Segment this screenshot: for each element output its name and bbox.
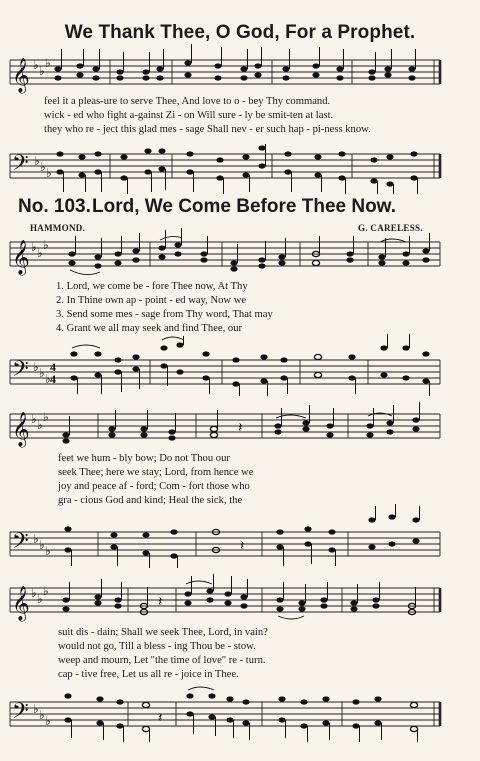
system1-verse-1: 1. Lord, we come be - fore Thee now, At Thy xyxy=(56,281,248,292)
previous-hymn-lyric-line-1: feel it a pleas-ure to serve Thee, And love to o - bey Thy command. xyxy=(44,96,331,107)
svg-text:♭: ♭ xyxy=(31,240,37,254)
svg-text:♭: ♭ xyxy=(31,412,37,426)
rest-mark: 𝄽 xyxy=(158,595,163,610)
system3-verse-3: weep and mourn, Let "the time of love" re - turn. xyxy=(58,655,266,666)
previous-hymn-title: We Thank Thee, O God, For a Prophet. xyxy=(64,22,416,43)
system3-verse-1: suit dis - dain; Shall we seek Thee, Lord, in vain? xyxy=(58,627,268,638)
svg-text:♭: ♭ xyxy=(43,584,49,598)
system2-verse-2: seek Thee; here we stay; Lord, from hence we xyxy=(58,467,254,478)
svg-text:♭: ♭ xyxy=(39,538,45,552)
previous-hymn-lyric-line-3: they who re - ject this glad mes - sage Shall nev - er such hap - pi-ness know. xyxy=(44,124,371,135)
svg-text:♭: ♭ xyxy=(46,166,52,180)
svg-text:♭: ♭ xyxy=(39,64,45,78)
svg-text:♭: ♭ xyxy=(40,160,46,174)
rest-mark: 𝄽 xyxy=(238,421,243,436)
previous-hymn-bass-staff xyxy=(0,148,480,194)
svg-text:♭: ♭ xyxy=(33,532,39,546)
svg-text:𝄞: 𝄞 xyxy=(12,240,30,275)
system2-bass-staff xyxy=(0,518,480,568)
system2-verse-3: joy and peace af - ford; Com - fort those who xyxy=(58,481,250,492)
hymn-title: Lord, We Come Before Thee Now. xyxy=(92,196,397,217)
svg-text:𝄞: 𝄞 xyxy=(12,58,30,93)
svg-text:𝄢: 𝄢 xyxy=(12,529,29,559)
system3-verse-4: cap - tive free, Let us all re - joice in Thee. xyxy=(58,669,239,680)
svg-text:♭: ♭ xyxy=(45,544,51,558)
svg-text:♭: ♭ xyxy=(31,586,37,600)
system2-treble-staff xyxy=(0,408,480,454)
svg-text:𝄢: 𝄢 xyxy=(12,357,29,387)
svg-text:4: 4 xyxy=(50,360,56,374)
svg-text:𝄢: 𝄢 xyxy=(12,699,29,729)
composer-credit: HAMMOND. xyxy=(30,223,86,233)
system2-verse-4: gra - cious God and kind; Heal the sick, the xyxy=(58,495,243,506)
svg-text:♭: ♭ xyxy=(45,372,51,386)
svg-text:𝄞: 𝄞 xyxy=(12,412,30,447)
system1-verse-3: 3. Send some mes - sage from Thy word, That may xyxy=(56,309,273,320)
svg-text:♭: ♭ xyxy=(37,418,43,432)
system1-bass-staff xyxy=(0,346,480,396)
previous-hymn-lyric-line-2: wick - ed who fight a-gainst Zi - on Will sure - ly be smit-ten at last. xyxy=(44,110,334,121)
svg-text:♭: ♭ xyxy=(43,238,49,252)
svg-text:♭: ♭ xyxy=(33,702,39,716)
hymn-number: No. 103. xyxy=(18,196,91,217)
svg-text:♭: ♭ xyxy=(45,56,51,70)
svg-text:♭: ♭ xyxy=(39,366,45,380)
author-credit: G. CARELESS. xyxy=(358,223,423,233)
system3-bass-staff xyxy=(0,692,480,742)
svg-text:4: 4 xyxy=(50,372,56,386)
svg-text:♭: ♭ xyxy=(33,360,39,374)
system1-verse-4: 4. Grant we all may seek and find Thee, our xyxy=(56,323,243,334)
svg-text:♭: ♭ xyxy=(37,246,43,260)
svg-text:♭: ♭ xyxy=(33,58,39,72)
system2-verse-1: feet we hum - bly bow; Do not Thou our xyxy=(58,453,230,464)
rest-mark: 𝄽 xyxy=(240,539,245,554)
rest-mark: 𝄽 xyxy=(158,711,163,726)
system3-treble-staff xyxy=(0,582,480,628)
svg-text:♭: ♭ xyxy=(39,708,45,722)
system1-verse-2: 2. In Thine own ap - point - ed way, Now we xyxy=(56,295,247,306)
svg-text:♭: ♭ xyxy=(37,592,43,606)
system3-verse-2: would not go, Till a bless - ing Thou be - stow. xyxy=(58,641,256,652)
svg-text:♭: ♭ xyxy=(43,410,49,424)
system1-treble-staff xyxy=(0,236,480,282)
svg-text:𝄞: 𝄞 xyxy=(12,586,30,621)
svg-text:𝄢: 𝄢 xyxy=(12,151,29,181)
svg-text:♭: ♭ xyxy=(34,154,40,168)
svg-text:♭: ♭ xyxy=(45,714,51,728)
